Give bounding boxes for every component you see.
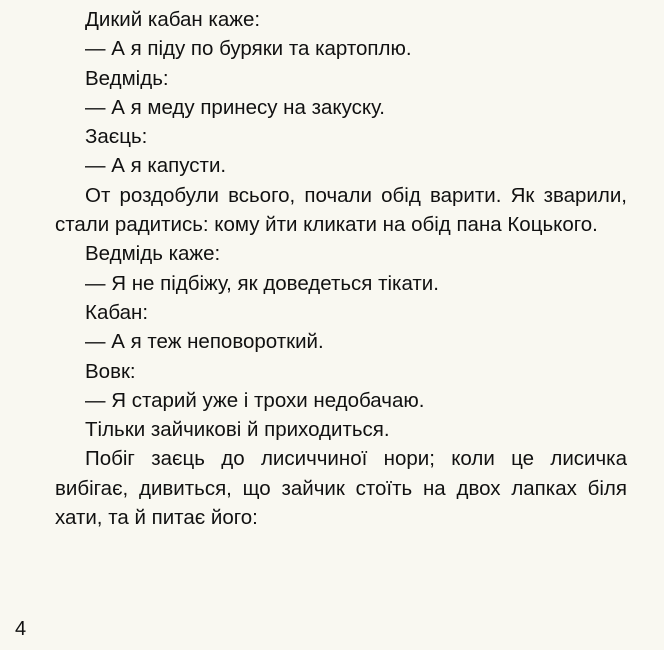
paragraph: Ведмідь: <box>85 66 169 90</box>
paragraph: — А я капусти. <box>85 154 227 178</box>
paragraph: Ведмідь каже: <box>85 242 221 266</box>
paragraph: Кабан: <box>85 300 149 324</box>
page-number: 4 <box>15 618 27 640</box>
page-text <box>55 5 627 532</box>
paragraph: — Я старий уже і трохи недобачаю. <box>85 388 425 412</box>
paragraph: — Я не підбіжу, як доведеться тікати. <box>85 271 439 295</box>
paragraph: — А я теж неповороткий. <box>85 330 324 354</box>
paragraph: Заєць: <box>85 125 148 149</box>
paragraph: Тільки зайчикові й приходиться. <box>85 418 390 442</box>
paragraph: Дикий кабан каже: <box>85 8 261 31</box>
paragraph: От роздобули всього, почали обід варити. Як зварили, стали радитись: кому йти кликати на обід пана Коцького. <box>55 183 627 237</box>
paragraph: Вовк: <box>85 359 136 383</box>
paragraph: Побіг заєць до лисиччиної нори; коли це лисичка вибігає, дивиться, що зайчик стоїть на двох лапках біля хати, та й питає його: <box>55 447 627 530</box>
paragraph: — А я піду по буряки та картоплю. <box>85 37 412 61</box>
paragraph: — А я меду принесу на закуску. <box>85 95 385 119</box>
